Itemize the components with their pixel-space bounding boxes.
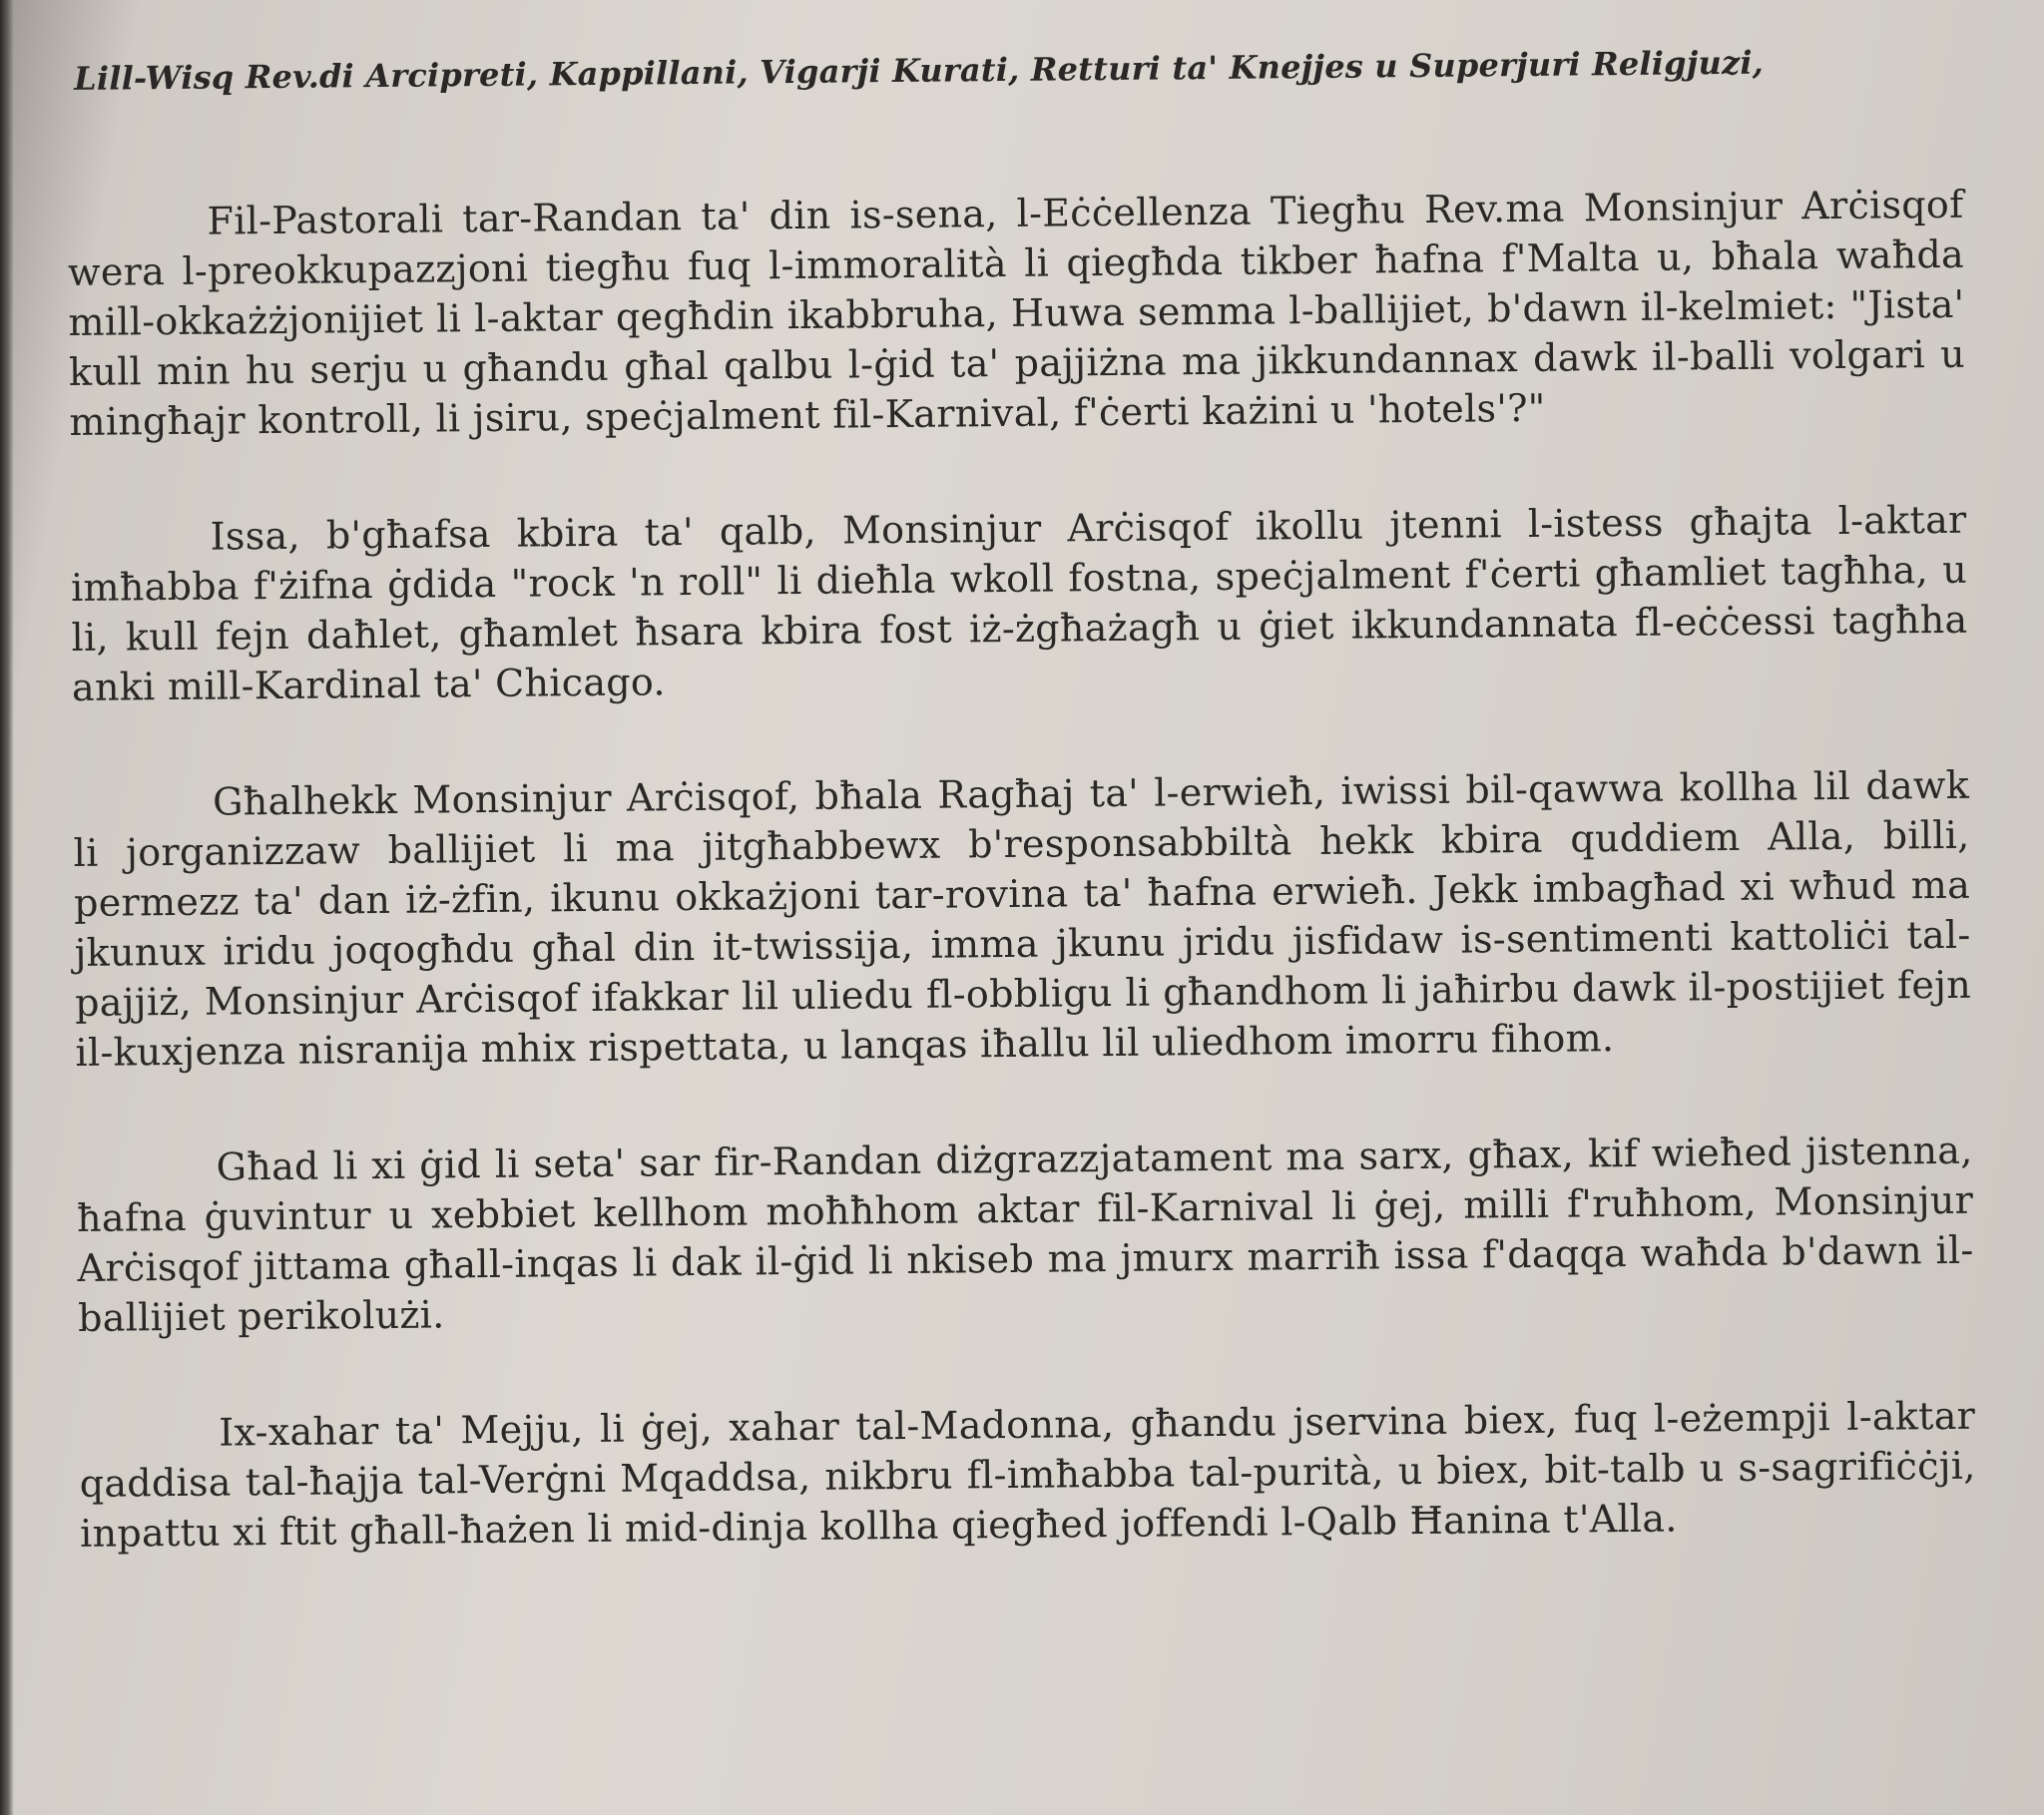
salutation-line: Lill-Wisq Rev.di Arcipreti, Kappillani, Vigarji Kurati, Retturi ta' Knejjes u Superjuri Religjuzi, (73, 43, 1765, 98)
letter-body (66, 42, 1977, 1624)
book-spine-shadow (0, 0, 14, 1815)
paragraph-3: Għalhekk Monsinjur Arċisqof, bħala Ragħaj ta' l-erwieħ, iwissi bil-qawwa kollha lil dawk li jorganizzaw ballijiet li ma jitgħabbewx b'responsabbiltà hekk kbira quddiem Alla, billi, permezz ta' dan iż-żfin, ikunu okkażjoni tar-rovina ta' ħafna erwieħ. Jekk imbagħad xi wħud ma jkunux iridu joqogħdu għal din it-twissija, imma jkunu jridu jisfidaw is-sentimenti kattoliċi tal-pajjiż, Monsinjur Arċisqof ifakkar lil uliedu fl-obbligu li għandhom li jaħirbu dawk il-postijiet fejn il-kuxjenza nisranija mhix rispettata, u lanqas iħallu lil uliedhom imorru fihom. (73, 762, 1972, 1075)
paragraph-2: Issa, b'għafsa kbira ta' qalb, Monsinjur Arċisqof ikollu jtenni l-istess għajta l-aktar imħabba f'żifna ġdida "rock 'n roll" li dieħla wkoll fostna, speċjalment f'ċerti għamliet tagħha, u li, kull fejn daħlet, għamlet ħsara kbira fost iż-żgħażagħ u ġiet ikkundannata fl-eċċessi tagħha anki mill-Kardinal ta' Chicago. (70, 497, 1968, 709)
paragraph-1: Fil-Pastorali tar-Randan ta' din is-sena, l-Eċċellenza Tiegħu Rev.ma Monsinjur Arċisqof wera l-preokkupazzjoni tiegħu fuq l-immoralità li qiegħda tikber ħafna f'Malta u, bħala waħda mill-okkażżjonijiet li l-aktar qegħdin ikabbruha, Huwa semma l-ballijiet, b'dawn il-kelmiet: "Jista' kull min hu serju u għandu għal qalbu l-ġid ta' pajjiżna ma jikkundannax dawk il-balli volgari u mingħajr kontroll, li jsiru, speċjalment fil-Karnival, f'ċerti każini u 'hotels'?" (67, 182, 1966, 444)
paragraph-5: Ix-xahar ta' Mejju, li ġej, xahar tal-Madonna, għandu jservina biex, fuq l-eżempji l-aktar qaddisa tal-ħajja tal-Verġni Mqaddsa, nikbru fl-imħabba tal-purità, u biex, bit-talb u s-sagrifiċċji, inpattu xi ftit għall-ħażen li mid-dinja kollha qiegħed joffendi l-Qalb Ħanina t'Alla. (79, 1393, 1976, 1556)
paragraph-4: Għad li xi ġid li seta' sar fir-Randan diżgrazzjatament ma sarx, għax, kif wieħed jistenna, ħafna ġuvintur u xebbiet kellhom moħħhom aktar fil-Karnival li ġej, milli f'ruħhom, Monsinjur Arċisqof jittama għall-inqas li dak il-ġid li nkiseb ma jmurx marriħ issa f'daqqa waħda b'dawn il-ballijiet perikolużi. (76, 1128, 1974, 1340)
